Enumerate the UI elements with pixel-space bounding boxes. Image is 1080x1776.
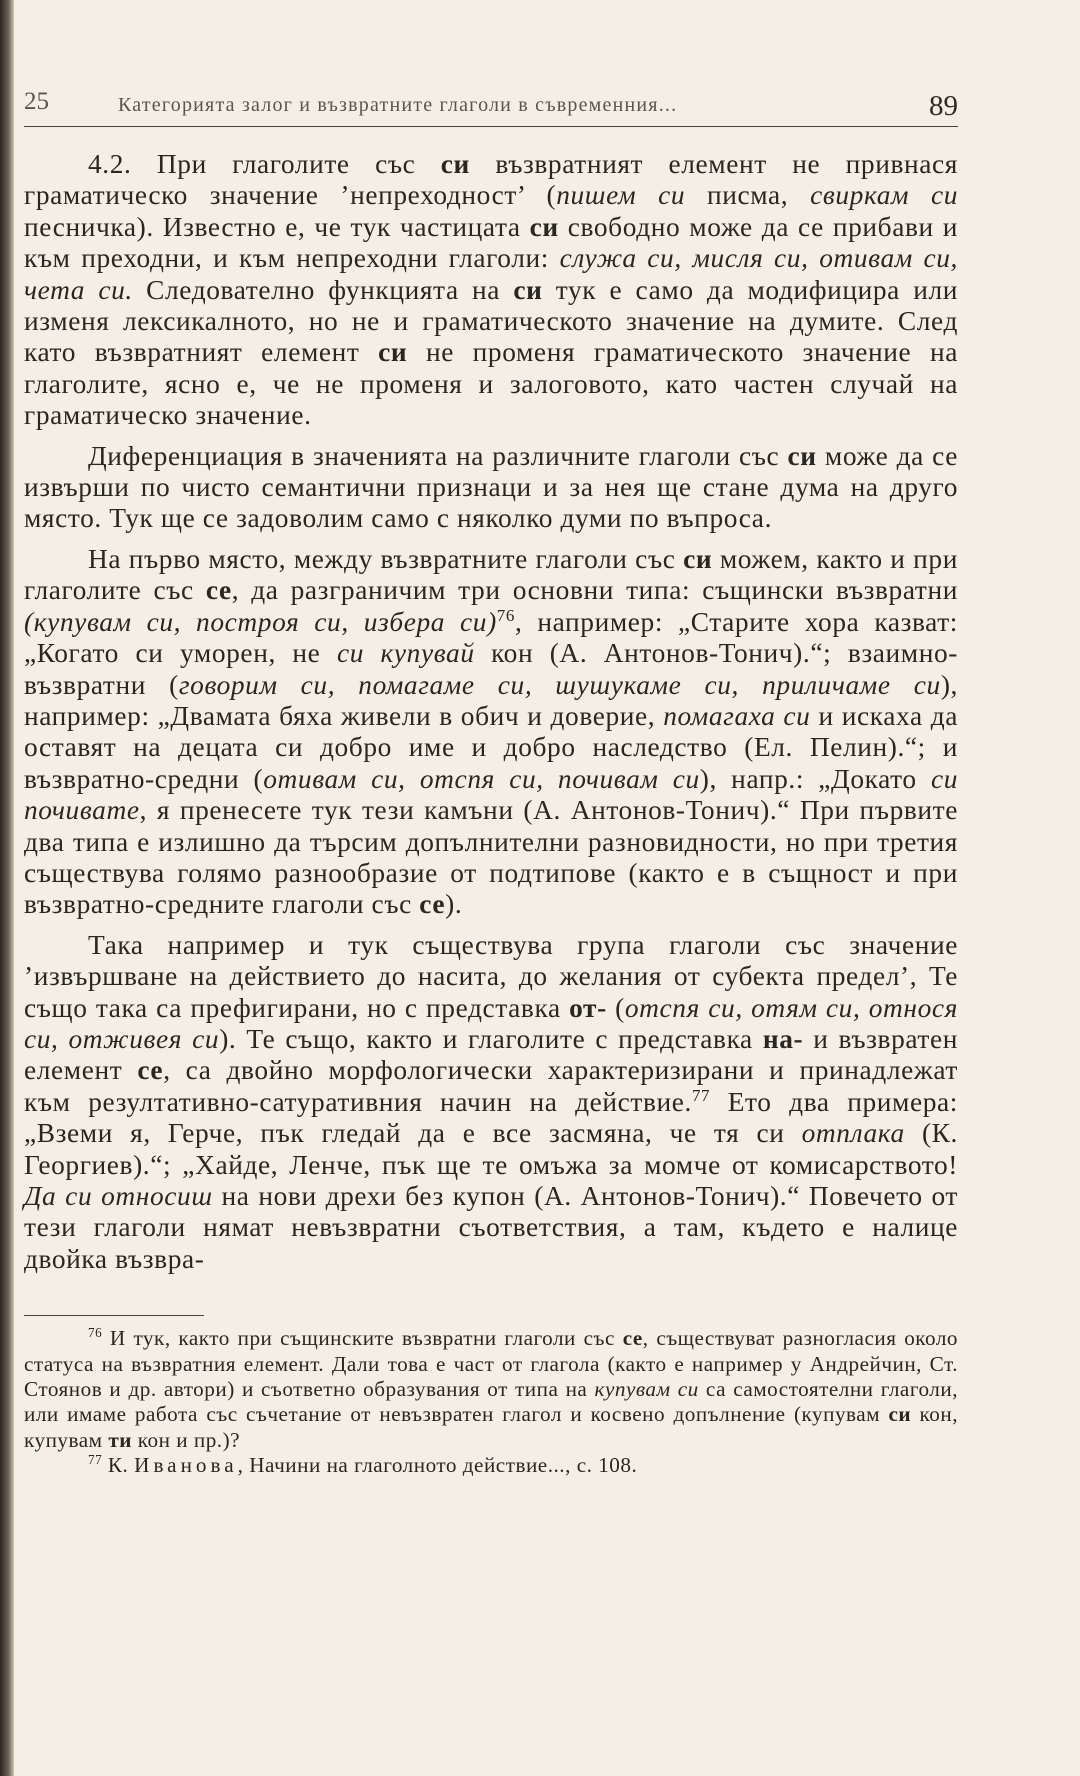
text-run: се (205, 575, 232, 606)
text-run: си (529, 211, 559, 242)
text-run: (К. Георгиев).“; „Хайде, Ленче, пък ще те омъжа за момче от комисарството! (24, 1118, 958, 1180)
paragraph (24, 441, 958, 535)
text-run: се (622, 1326, 643, 1351)
header-left-number: 25 (24, 88, 49, 115)
text-run: си (378, 337, 408, 368)
text-run: ти (108, 1427, 132, 1452)
body-text (24, 149, 958, 1275)
text-run: ). Те също, както и глаголите с представка (219, 1023, 763, 1054)
text-run: , са двойно морфологически характеризирани и принадлежат към резултативно-сатуративния начин на действие. (24, 1055, 958, 1117)
text-run: кон (А. Антонов-Тонич).“; взаимно-възвратни ( (24, 638, 958, 700)
text-run: са самостоятелни глаголи, или имаме работа със съчетание от невъзвратен глагол и косвено допълнение (купувам (24, 1377, 958, 1427)
text-run: Ето два примера: „Вземи я, Герче, пък гледай да е все засмяна, че тя си (24, 1086, 958, 1149)
text-run: свиркам си (810, 180, 958, 211)
header-title: Категорията залог и възвратните глаголи в съвременния... (118, 94, 678, 116)
text-run: си купувай (336, 638, 475, 669)
text-run: отивам си, отспя си, почивам си (263, 763, 700, 794)
text-run: отспя си, отям си, относя си, отживея си (24, 992, 959, 1054)
text-run: , Начини на глаголното действие..., с. 108. (237, 1453, 638, 1478)
footnote (24, 1453, 958, 1478)
text-run: ), например: „Двамата бяха живели в обич и доверие, (24, 669, 958, 731)
text-run: Следователно функцията на (132, 274, 514, 305)
text-run: на- (762, 1023, 804, 1054)
text-run: и искаха да оставят на децата си добро име и добро наследство (Ел. Пелин).“; и възвратно-средни ( (24, 700, 958, 794)
paragraph (24, 149, 958, 432)
text-run: отплака (801, 1118, 905, 1149)
text-run: ). (445, 889, 463, 920)
running-header (24, 80, 958, 127)
text-run: И тук, както при същинските възвратни глаголи със (102, 1326, 623, 1351)
text-run: възвратният елемент не привнася граматическо значение ’непреходност’ ( (24, 149, 958, 211)
text-run: говорим си, помагаме си, шушукаме си, приличаме си (178, 669, 941, 700)
text-run: , да разграничим три основни типа: същински възвратни (231, 575, 958, 606)
book-page (24, 80, 958, 1479)
footnote-ref: 76 (88, 1325, 103, 1341)
text-run: кон, купувам (24, 1402, 958, 1452)
text-run: си (440, 149, 470, 179)
text-run: пишем си (556, 180, 686, 211)
text-run: не променя граматическото значение на глаголите, ясно е, че не променя и залоговото, като частен случай на граматическо значение. (24, 337, 958, 431)
text-run: си (513, 274, 543, 305)
text-run: си (683, 543, 713, 574)
text-run: си (787, 440, 817, 471)
footnote-ref: 77 (88, 1452, 103, 1468)
text-run: На първо място, между възвратните глаголи със (88, 543, 684, 574)
book-binding-edge (0, 0, 14, 1776)
text-run: , съществуват разногласия около статуса на възвратния елемент. Дали това е част от глагола (както е например у Андрейчин, Ст. Стоянов и др. автори) и съответно образувания от типа на (24, 1326, 959, 1402)
text-run: си почивате (24, 763, 958, 826)
footnote-divider (24, 1315, 204, 1316)
text-run: от- (569, 992, 607, 1023)
text-run: ( (606, 992, 625, 1023)
text-run: писма, (685, 180, 811, 211)
text-run: помагаха си (663, 700, 811, 731)
text-run: , я пренесете тук тези камъни (А. Антонов-Тонич).“ При първите два типа е излишно да търсим допълнителни разновидности, но при третия съществува голямо разнообразие от подтипове (както е в същност и при възвратно-средните глаголи със (24, 795, 958, 920)
paragraph (24, 930, 958, 1275)
text-run: се (419, 889, 446, 920)
text-run: Така например и тук съществува група глаголи със значение ’извършване на действието до насита, до желания от субекта предел’, Те също така са префигирани, но с представка (24, 929, 958, 1023)
text-run: си (888, 1402, 912, 1427)
footnote (24, 1326, 958, 1453)
text-run: и възвратен елемент (24, 1023, 958, 1086)
text-run: се (137, 1055, 164, 1086)
text-run: Да си относиш (24, 1181, 213, 1211)
text-run: купувам си (594, 1377, 699, 1402)
text-run: (купувам си, построя си, избера си) (24, 606, 497, 637)
footnote-ref: 77 (691, 1085, 711, 1105)
text-run: Диференциация в значенията на различните глаголи със (88, 440, 788, 471)
footnotes (24, 1326, 958, 1478)
text-run: ), напр.: „Докато (699, 763, 931, 794)
text-run: Иванова (134, 1453, 238, 1478)
text-run: можем, както и при глаголите със (24, 543, 958, 606)
text-run: на нови дрехи без купон (А. Антонов-Тонич).“ Повечето от тези глаголи нямат невъзвратни съответствия, а там, където е налице двойка възвра- (24, 1181, 959, 1274)
text-run: песничка). Известно е, че тук частицата (24, 211, 530, 242)
page-number: 89 (929, 90, 958, 122)
text-run: 4.2. При глаголите със (88, 149, 441, 179)
text-run: свободно може да се прибави и към преходни, и към непреходни глаголи: (24, 211, 958, 274)
paragraph (24, 544, 958, 921)
text-run: може да се извърши по чисто семантични признаци и за нея ще стане дума на друго място. Тук ще се задоволим само с няколко думи по въпроса. (24, 440, 958, 534)
text-run: , например: „Старите хора казват: „Когато си уморен, не (24, 606, 958, 669)
footnote-ref: 76 (496, 605, 515, 625)
text-run: кон и пр.)? (131, 1427, 241, 1452)
text-run: К. (102, 1453, 135, 1478)
text-run: тук е само да модифицира или изменя лексикалното, но не и граматическото значение на думите. След като възвратният елемент (24, 274, 958, 368)
text-run: служа си, мисля си, отивам си, чета си. (24, 243, 958, 305)
